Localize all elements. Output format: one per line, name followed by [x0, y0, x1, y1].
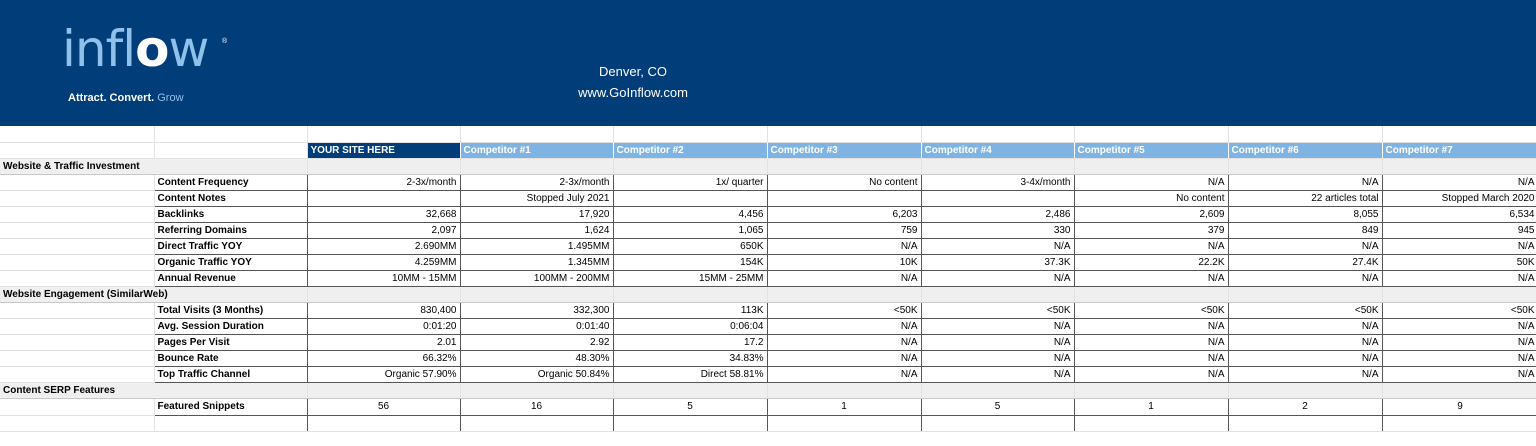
empty-cell[interactable] [0, 318, 154, 334]
empty-cell[interactable] [0, 126, 154, 142]
section-fill-cell[interactable] [1382, 382, 1536, 398]
table-row [0, 398, 1536, 415]
column-header-competitor[interactable]: Competitor #4 [921, 142, 1074, 158]
value-cell[interactable]: N/A [1228, 238, 1382, 254]
inflow-logo: inflow [62, 20, 209, 78]
column-header-competitor[interactable]: Competitor #2 [613, 142, 767, 158]
value-cell[interactable]: 1x/ quarter [613, 174, 767, 190]
row-label[interactable]: Featured Snippets [154, 398, 307, 415]
value-cell[interactable]: 1.345MM [460, 254, 613, 270]
table-row [0, 270, 1536, 286]
row-label[interactable]: Content Notes [154, 190, 307, 206]
empty-cell[interactable] [921, 415, 1074, 431]
value-cell[interactable]: 759 [767, 222, 921, 238]
value-cell[interactable]: N/A [921, 350, 1074, 366]
company-website: www.GoInflow.com [578, 85, 688, 100]
value-cell[interactable]: 22.2K [1074, 254, 1228, 270]
row-label[interactable]: Organic Traffic YOY [154, 254, 307, 270]
section-fill-cell[interactable] [460, 158, 613, 174]
value-cell[interactable]: 9 [1382, 398, 1536, 415]
column-header-competitor[interactable]: Competitor #3 [767, 142, 921, 158]
header-row [0, 142, 1536, 158]
empty-cell[interactable] [460, 415, 613, 431]
value-cell[interactable]: N/A [1228, 350, 1382, 366]
empty-cell[interactable] [921, 126, 1074, 142]
row-label[interactable]: Pages Per Visit [154, 334, 307, 350]
section-fill-cell[interactable] [767, 158, 921, 174]
value-cell[interactable]: N/A [1382, 334, 1536, 350]
value-cell[interactable]: 22 articles total [1228, 190, 1382, 206]
value-cell[interactable]: 154K [613, 254, 767, 270]
value-cell[interactable]: N/A [767, 350, 921, 366]
section-fill-cell[interactable] [921, 158, 1074, 174]
value-cell[interactable]: 10MM - 15MM [307, 270, 460, 286]
value-cell[interactable]: N/A [1074, 366, 1228, 382]
value-cell[interactable]: <50K [1228, 302, 1382, 318]
empty-cell[interactable] [0, 142, 154, 158]
value-cell[interactable]: 56 [307, 398, 460, 415]
value-cell[interactable]: 2.92 [460, 334, 613, 350]
table-row [0, 350, 1536, 366]
value-cell[interactable]: 5 [613, 398, 767, 415]
section-fill-cell[interactable] [1074, 382, 1228, 398]
tagline-part-a: Attract. Convert. [68, 92, 155, 104]
value-cell[interactable]: 379 [1074, 222, 1228, 238]
value-cell[interactable]: N/A [767, 238, 921, 254]
registered-mark: ® [222, 38, 228, 45]
value-cell[interactable]: 4,456 [613, 206, 767, 222]
value-cell[interactable]: 2-3x/month [307, 174, 460, 190]
value-cell[interactable]: 1 [767, 398, 921, 415]
value-cell[interactable]: 8,055 [1228, 206, 1382, 222]
column-header-your-site[interactable]: YOUR SITE HERE [307, 142, 460, 158]
empty-cell[interactable] [613, 415, 767, 431]
value-cell[interactable] [613, 190, 767, 206]
empty-cell[interactable] [1228, 126, 1382, 142]
section-fill-cell[interactable] [1228, 158, 1382, 174]
section-fill-cell[interactable] [460, 286, 613, 302]
empty-cell[interactable] [154, 415, 307, 431]
value-cell[interactable]: 37.3K [921, 254, 1074, 270]
section-title[interactable]: Content SERP Features [0, 382, 307, 398]
row-label[interactable]: Annual Revenue [154, 270, 307, 286]
section-title[interactable]: Website Engagement (SimilarWeb) [0, 286, 307, 302]
empty-cell[interactable] [0, 415, 154, 431]
value-cell[interactable]: N/A [1382, 238, 1536, 254]
value-cell[interactable]: N/A [1074, 350, 1228, 366]
value-cell[interactable]: N/A [1074, 174, 1228, 190]
table-row [0, 366, 1536, 382]
column-header-competitor[interactable]: Competitor #1 [460, 142, 613, 158]
value-cell[interactable]: 0:06:04 [613, 318, 767, 334]
value-cell[interactable]: N/A [1074, 270, 1228, 286]
table-row [0, 334, 1536, 350]
column-header-competitor[interactable]: Competitor #6 [1228, 142, 1382, 158]
value-cell[interactable]: N/A [767, 318, 921, 334]
value-cell[interactable]: 2,609 [1074, 206, 1228, 222]
value-cell[interactable]: Organic 50.84% [460, 366, 613, 382]
tagline-part-b: Grow [157, 92, 184, 104]
empty-cell[interactable] [0, 238, 154, 254]
value-cell[interactable]: 330 [921, 222, 1074, 238]
section-row [0, 158, 1536, 174]
value-cell[interactable]: 1,065 [613, 222, 767, 238]
value-cell[interactable]: N/A [767, 334, 921, 350]
value-cell[interactable]: 6,203 [767, 206, 921, 222]
section-row [0, 286, 1536, 302]
empty-cell[interactable] [0, 302, 154, 318]
value-cell[interactable]: 830,400 [307, 302, 460, 318]
empty-cell[interactable] [460, 126, 613, 142]
value-cell[interactable]: 48.30% [460, 350, 613, 366]
row-label[interactable]: Top Traffic Channel [154, 366, 307, 382]
empty-cell[interactable] [154, 126, 307, 142]
empty-cell[interactable] [0, 366, 154, 382]
value-cell[interactable]: N/A [921, 238, 1074, 254]
value-cell[interactable]: 2-3x/month [460, 174, 613, 190]
value-cell[interactable]: N/A [921, 318, 1074, 334]
section-fill-cell[interactable] [613, 158, 767, 174]
section-fill-cell[interactable] [1382, 286, 1536, 302]
value-cell[interactable]: 4.259MM [307, 254, 460, 270]
value-cell[interactable]: 66.32% [307, 350, 460, 366]
value-cell[interactable]: 332,300 [460, 302, 613, 318]
value-cell[interactable]: N/A [1382, 366, 1536, 382]
row-label[interactable]: Avg. Session Duration [154, 318, 307, 334]
value-cell[interactable]: 16 [460, 398, 613, 415]
empty-cell[interactable] [767, 415, 921, 431]
empty-cell[interactable] [1074, 415, 1228, 431]
row-label[interactable]: Backlinks [154, 206, 307, 222]
section-fill-cell[interactable] [613, 382, 767, 398]
value-cell[interactable]: Stopped March 2020 [1382, 190, 1536, 206]
value-cell[interactable]: Organic 57.90% [307, 366, 460, 382]
empty-cell[interactable] [0, 222, 154, 238]
value-cell[interactable]: 113K [613, 302, 767, 318]
value-cell[interactable]: N/A [921, 334, 1074, 350]
empty-cell[interactable] [613, 126, 767, 142]
section-row [0, 382, 1536, 398]
competitor-table [0, 126, 1536, 432]
value-cell[interactable]: N/A [1074, 238, 1228, 254]
value-cell[interactable] [767, 190, 921, 206]
empty-cell[interactable] [0, 174, 154, 190]
value-cell[interactable]: 15MM - 25MM [613, 270, 767, 286]
value-cell[interactable]: 0:01:20 [307, 318, 460, 334]
value-cell[interactable]: Stopped July 2021 [460, 190, 613, 206]
value-cell[interactable]: 27.4K [1228, 254, 1382, 270]
value-cell[interactable] [921, 190, 1074, 206]
row-label[interactable]: Total Visits (3 Months) [154, 302, 307, 318]
row-label[interactable]: Referring Domains [154, 222, 307, 238]
value-cell[interactable]: 5 [921, 398, 1074, 415]
value-cell[interactable]: N/A [1382, 270, 1536, 286]
value-cell[interactable]: <50K [1382, 302, 1536, 318]
value-cell[interactable]: N/A [1382, 350, 1536, 366]
value-cell[interactable]: 100MM - 200MM [460, 270, 613, 286]
value-cell[interactable]: N/A [921, 366, 1074, 382]
section-fill-cell[interactable] [460, 382, 613, 398]
value-cell[interactable]: N/A [921, 270, 1074, 286]
table-row [0, 190, 1536, 206]
value-cell[interactable]: 2.690MM [307, 238, 460, 254]
value-cell[interactable]: 2,486 [921, 206, 1074, 222]
section-fill-cell[interactable] [613, 286, 767, 302]
value-cell[interactable]: No content [767, 174, 921, 190]
value-cell[interactable]: 945 [1382, 222, 1536, 238]
value-cell[interactable]: 2,097 [307, 222, 460, 238]
row-label[interactable]: Direct Traffic YOY [154, 238, 307, 254]
value-cell[interactable]: Direct 58.81% [613, 366, 767, 382]
empty-cell[interactable] [154, 142, 307, 158]
value-cell[interactable]: N/A [1228, 334, 1382, 350]
header-banner [0, 0, 1536, 126]
value-cell[interactable]: 10K [767, 254, 921, 270]
blank-row [0, 415, 1536, 431]
table-row [0, 222, 1536, 238]
spacer-row [0, 126, 1536, 142]
value-cell[interactable]: 6,534 [1382, 206, 1536, 222]
section-fill-cell[interactable] [767, 286, 921, 302]
section-fill-cell[interactable] [1228, 382, 1382, 398]
section-fill-cell[interactable] [307, 286, 460, 302]
section-title[interactable]: Website & Traffic Investment [0, 158, 307, 174]
section-fill-cell[interactable] [1228, 286, 1382, 302]
section-fill-cell[interactable] [767, 382, 921, 398]
section-fill-cell[interactable] [1074, 158, 1228, 174]
section-fill-cell[interactable] [1074, 286, 1228, 302]
row-label[interactable]: Content Frequency [154, 174, 307, 190]
value-cell[interactable]: N/A [1228, 366, 1382, 382]
empty-cell[interactable] [0, 190, 154, 206]
table-row [0, 318, 1536, 334]
company-city: Denver, CO [599, 64, 667, 79]
value-cell[interactable]: <50K [1074, 302, 1228, 318]
value-cell[interactable]: No content [1074, 190, 1228, 206]
value-cell[interactable]: 1 [1074, 398, 1228, 415]
table-row [0, 302, 1536, 318]
value-cell[interactable]: N/A [1074, 334, 1228, 350]
empty-cell[interactable] [1228, 415, 1382, 431]
empty-cell[interactable] [0, 334, 154, 350]
empty-cell[interactable] [0, 270, 154, 286]
value-cell[interactable]: 50K [1382, 254, 1536, 270]
table-row [0, 206, 1536, 222]
value-cell[interactable] [307, 190, 460, 206]
value-cell[interactable]: 849 [1228, 222, 1382, 238]
value-cell[interactable]: N/A [1382, 318, 1536, 334]
empty-cell[interactable] [0, 398, 154, 415]
value-cell[interactable]: 1.495MM [460, 238, 613, 254]
empty-cell[interactable] [307, 415, 460, 431]
value-cell[interactable]: N/A [1074, 318, 1228, 334]
value-cell[interactable]: 3-4x/month [921, 174, 1074, 190]
value-cell[interactable]: N/A [1382, 174, 1536, 190]
empty-cell[interactable] [307, 126, 460, 142]
table-row [0, 174, 1536, 190]
value-cell[interactable]: 2.01 [307, 334, 460, 350]
logo-tagline [68, 92, 184, 104]
value-cell[interactable]: N/A [1228, 174, 1382, 190]
section-fill-cell[interactable] [307, 158, 460, 174]
column-header-competitor[interactable]: Competitor #5 [1074, 142, 1228, 158]
value-cell[interactable]: <50K [767, 302, 921, 318]
value-cell[interactable]: 1,624 [460, 222, 613, 238]
value-cell[interactable]: 2 [1228, 398, 1382, 415]
column-header-competitor[interactable]: Competitor #7 [1382, 142, 1536, 158]
empty-cell[interactable] [1074, 126, 1228, 142]
value-cell[interactable]: <50K [921, 302, 1074, 318]
value-cell[interactable]: 17.2 [613, 334, 767, 350]
value-cell[interactable]: N/A [1228, 270, 1382, 286]
table-row [0, 238, 1536, 254]
value-cell[interactable]: 32,668 [307, 206, 460, 222]
empty-cell[interactable] [0, 254, 154, 270]
value-cell[interactable]: 34.83% [613, 350, 767, 366]
empty-cell[interactable] [1382, 415, 1536, 431]
row-label[interactable]: Bounce Rate [154, 350, 307, 366]
value-cell[interactable]: 17,920 [460, 206, 613, 222]
section-fill-cell[interactable] [1382, 158, 1536, 174]
section-fill-cell[interactable] [921, 382, 1074, 398]
value-cell[interactable]: N/A [767, 270, 921, 286]
empty-cell[interactable] [1382, 126, 1536, 142]
empty-cell[interactable] [0, 206, 154, 222]
section-fill-cell[interactable] [921, 286, 1074, 302]
value-cell[interactable]: 0:01:40 [460, 318, 613, 334]
table-row [0, 254, 1536, 270]
empty-cell[interactable] [0, 350, 154, 366]
value-cell[interactable]: N/A [767, 366, 921, 382]
value-cell[interactable]: N/A [1228, 318, 1382, 334]
section-fill-cell[interactable] [307, 382, 460, 398]
value-cell[interactable]: 650K [613, 238, 767, 254]
empty-cell[interactable] [767, 126, 921, 142]
